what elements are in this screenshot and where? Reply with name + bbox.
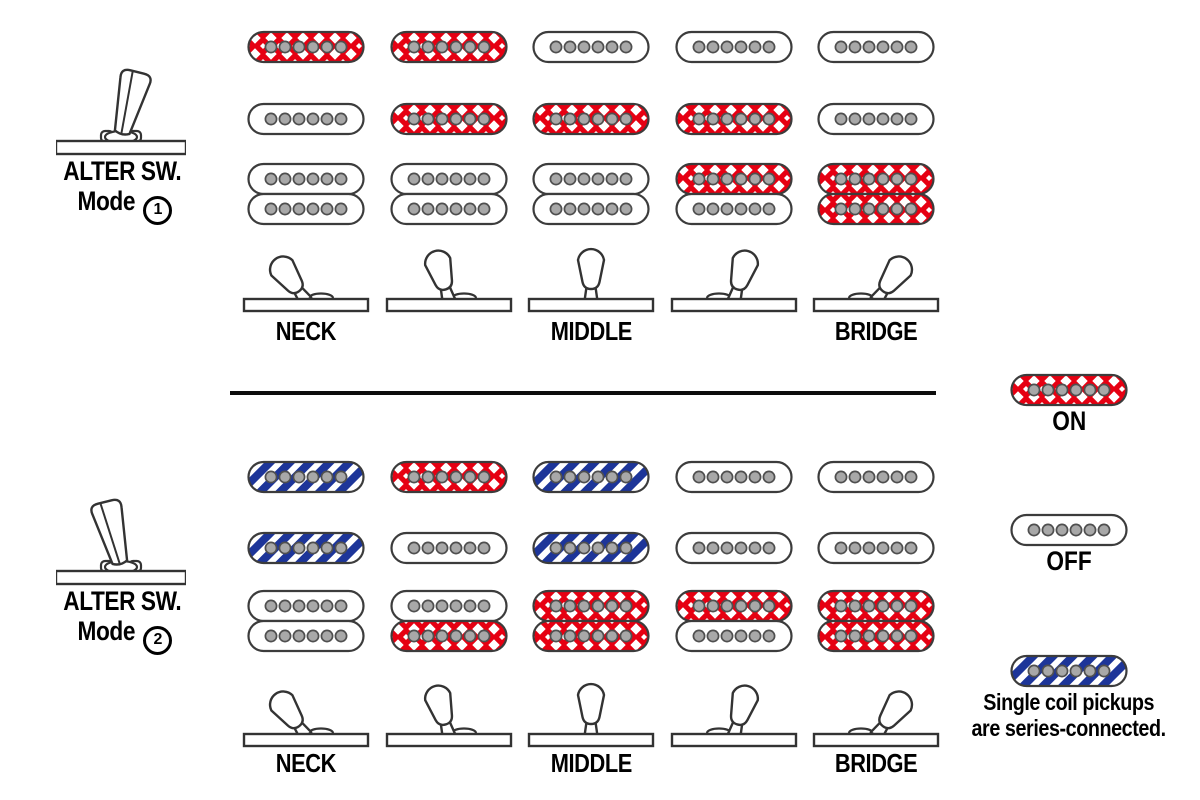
mode-1-number-badge: 1 bbox=[143, 196, 172, 225]
mode1-pos2-neck-pickup bbox=[390, 30, 508, 69]
alter-switch-mode1-icon bbox=[56, 57, 186, 162]
mode-2-label-word: Mode bbox=[77, 616, 135, 646]
mode2-pos5-neck-pickup bbox=[817, 460, 935, 499]
mode2-pos3-bridge-humbucker bbox=[532, 589, 650, 659]
mode-2-label-line1: ALTER SW. bbox=[62, 586, 182, 616]
mode1-pos1-middle-pickup bbox=[247, 102, 365, 141]
mode2-pos4-middle-pickup bbox=[675, 531, 793, 570]
mode2-position-label-middle: MIDDLE bbox=[550, 748, 632, 778]
mode-2-number-badge: 2 bbox=[143, 626, 172, 655]
mode2-pos2-bridge-humbucker bbox=[390, 589, 508, 659]
series-note-line2: are series-connected. bbox=[971, 715, 1167, 741]
mode2-pos5-bridge-humbucker bbox=[817, 589, 935, 659]
mode2-pos1-middle-pickup bbox=[247, 531, 365, 570]
series-note-line1: Single coil pickups bbox=[983, 689, 1155, 715]
mode1-pos5-neck-pickup bbox=[817, 30, 935, 69]
mode1-pos2-bridge-humbucker bbox=[390, 162, 508, 232]
mode2-pos3-middle-pickup bbox=[532, 531, 650, 570]
legend-series-pickup bbox=[1010, 654, 1128, 693]
mode1-pos3-neck-pickup bbox=[532, 30, 650, 69]
mode1-pos4-middle-pickup bbox=[675, 102, 793, 141]
mode2-pos2-neck-pickup bbox=[390, 460, 508, 499]
section-divider bbox=[230, 391, 936, 395]
mode2-position-label-bridge: BRIDGE bbox=[834, 748, 918, 778]
mode2-pos2-lever-switch-icon bbox=[374, 678, 524, 758]
mode1-pos4-lever-switch-icon bbox=[659, 243, 809, 323]
legend-on-label: ON bbox=[1051, 406, 1087, 436]
mode1-pos2-lever-switch-icon bbox=[374, 243, 524, 323]
mode2-pos2-middle-pickup bbox=[390, 531, 508, 570]
mode2-position-label-neck: NECK bbox=[275, 748, 337, 778]
mode-1-label-word: Mode bbox=[77, 186, 135, 216]
mode1-pos2-middle-pickup bbox=[390, 102, 508, 141]
mode1-position-label-neck: NECK bbox=[275, 316, 337, 346]
mode1-pos1-lever-switch-icon bbox=[231, 243, 381, 323]
mode2-pos4-neck-pickup bbox=[675, 460, 793, 499]
mode-1-label-line1: ALTER SW. bbox=[62, 156, 182, 186]
mode1-pos5-bridge-humbucker bbox=[817, 162, 935, 232]
mode2-pos4-bridge-humbucker bbox=[675, 589, 793, 659]
mode2-pos1-bridge-humbucker bbox=[247, 589, 365, 659]
mode2-pos1-neck-pickup bbox=[247, 460, 365, 499]
alter-switch-mode2-icon bbox=[56, 487, 186, 592]
mode1-position-label-bridge: BRIDGE bbox=[834, 316, 918, 346]
legend-off-label: OFF bbox=[1046, 546, 1092, 576]
mode2-pos3-neck-pickup bbox=[532, 460, 650, 499]
mode2-pos5-middle-pickup bbox=[817, 531, 935, 570]
mode2-pos4-lever-switch-icon bbox=[659, 678, 809, 758]
mode1-pos3-lever-switch-icon bbox=[516, 243, 666, 323]
series-note bbox=[948, 689, 1190, 741]
mode1-pos1-neck-pickup bbox=[247, 30, 365, 69]
mode1-position-label-middle: MIDDLE bbox=[550, 316, 632, 346]
mode1-pos3-middle-pickup bbox=[532, 102, 650, 141]
mode-1-label bbox=[27, 156, 217, 225]
mode1-pos4-bridge-humbucker bbox=[675, 162, 793, 232]
mode1-pos5-middle-pickup bbox=[817, 102, 935, 141]
mode1-pos1-bridge-humbucker bbox=[247, 162, 365, 232]
mode2-pos1-lever-switch-icon bbox=[231, 678, 381, 758]
mode1-pos5-lever-switch-icon bbox=[801, 243, 951, 323]
mode1-pos3-bridge-humbucker bbox=[532, 162, 650, 232]
mode1-pos4-neck-pickup bbox=[675, 30, 793, 69]
mode2-pos5-lever-switch-icon bbox=[801, 678, 951, 758]
mode-2-label bbox=[27, 586, 217, 655]
mode2-pos3-lever-switch-icon bbox=[516, 678, 666, 758]
